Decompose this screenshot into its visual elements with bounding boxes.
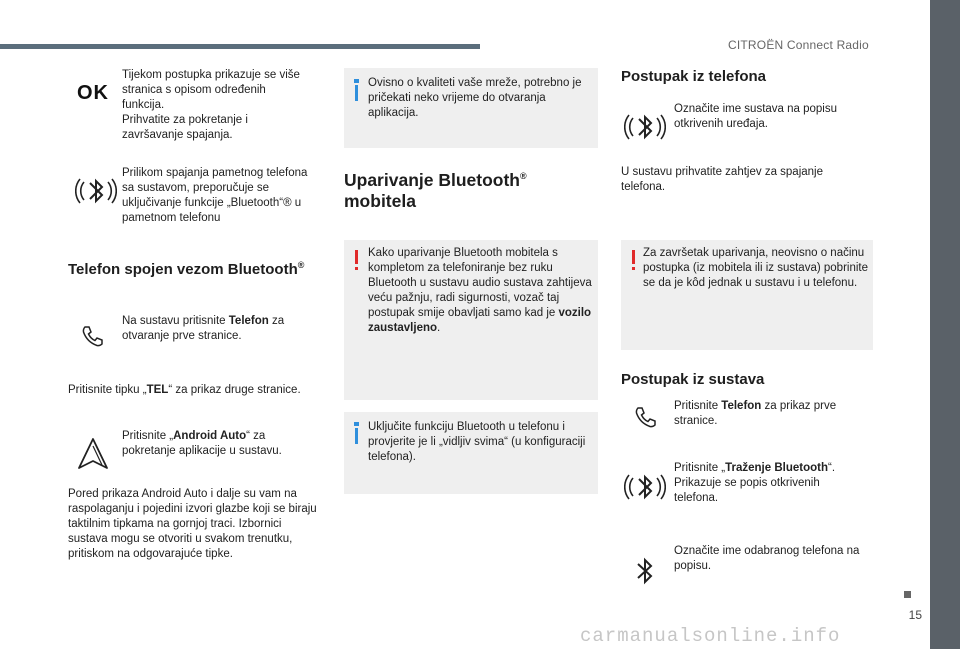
warning-box-code — [621, 240, 873, 350]
ok-description — [122, 68, 307, 143]
bluetooth-icon — [624, 106, 666, 148]
section-heading-pairing: Uparivanje Bluetooth® mobitela — [344, 169, 527, 211]
phone-icon — [633, 404, 659, 430]
info-box-network — [344, 68, 598, 148]
section-heading-connected: Telefon spojen vezom Bluetooth® — [68, 260, 305, 278]
android-auto-instruction: Pritisnite „Android Auto“ za pokretanje aplikacije u sustavu. — [122, 430, 282, 457]
ok-text-1: Tijekom postupka prikazuje se više stranica s opisom određenih funkcija. — [122, 69, 300, 111]
info-visibility-text: Uključite funkciju Bluetooth u telefonu i provjerite je li „vidljiv svima“ (u konfiguraciji telefona). — [368, 421, 586, 463]
warning-icon — [632, 250, 635, 264]
search-bluetooth-instruction: Pritisnite „Traženje Bluetooth“. Prikazuje se popis otkrivenih telefona. — [674, 462, 836, 504]
ok-icon: OK — [77, 82, 109, 104]
accept-request-instruction: U sustavu prihvatite zahtjev za spajanje telefona. — [621, 166, 823, 193]
system-phone-instruction: Pritisnite Telefon za prikaz prve stranice. — [674, 400, 837, 427]
warning-icon — [355, 250, 358, 264]
brand-title: CITROËN Connect Radio — [728, 38, 869, 52]
section-heading-from-phone: Postupak iz telefona — [621, 68, 767, 85]
phone-icon — [80, 323, 106, 349]
page-number: 15 — [908, 608, 922, 622]
bluetooth-icon — [75, 170, 117, 212]
phone-instruction: Na sustavu pritisnite Telefon za otvaranje prve stranice. — [122, 315, 285, 342]
info-icon — [355, 428, 358, 444]
tel-instruction: Pritisnite tipku „TEL“ za prikaz druge stranice. — [68, 384, 301, 396]
bluetooth-small-icon — [633, 555, 657, 587]
header-bar — [0, 44, 480, 49]
select-system-instruction: Označite ime sustava na popisu otkrivenih uređaja. — [674, 103, 838, 130]
watermark: carmanualsonline.info — [580, 625, 841, 647]
ok-text-2: Prihvatite za pokretanje i završavanje spajanja. — [122, 114, 248, 141]
info-network-text: Ovisno o kvaliteti vaše mreže, potrebno je pričekati neko vrijeme do otvaranja aplikacija. — [368, 77, 582, 119]
info-icon — [355, 85, 358, 101]
select-phone-instruction: Označite ime odabranog telefona na popisu. — [674, 545, 860, 572]
bluetooth-search-icon — [624, 466, 666, 508]
android-auto-icon — [74, 436, 112, 472]
warning-code-text: Za završetak uparivanja, neovisno o načinu postupka (iz mobitela ili iz sustava) pobrinite se da je kôd jednak u sustavu i u telefonu. — [643, 247, 868, 289]
next-page-marker — [904, 591, 911, 598]
side-tab — [930, 0, 960, 649]
warning-safety-text: Kako uparivanje Bluetooth mobitela s kompletom za telefoniranje bez ruku Bluetooth u sustavu audio sustava zahtijeva veću pažnju, radi sigurnosti, vozač taj postupak smije obavljati samo kad je vozilo zaustavljeno. — [368, 247, 592, 334]
warning-box-safety — [344, 240, 598, 400]
android-auto-note: Pored prikaza Android Auto i dalje su vam na raspolaganju i pojedini izvori glazbe koji se biraju taktilnim tipkama na gornjoj traci. Izbornici sustava mogu se otvoriti u svakom trenutku, pritiskom na odgovarajuće tipke. — [68, 488, 317, 560]
section-heading-from-system: Postupak iz sustava — [621, 371, 765, 388]
bt-recommendation: Prilikom spajanja pametnog telefona sa sustavom, preporučuje se uključivanje funkcije „Bluetooth“® u pametnom telefonu — [122, 167, 308, 224]
info-box-visibility — [344, 412, 598, 494]
